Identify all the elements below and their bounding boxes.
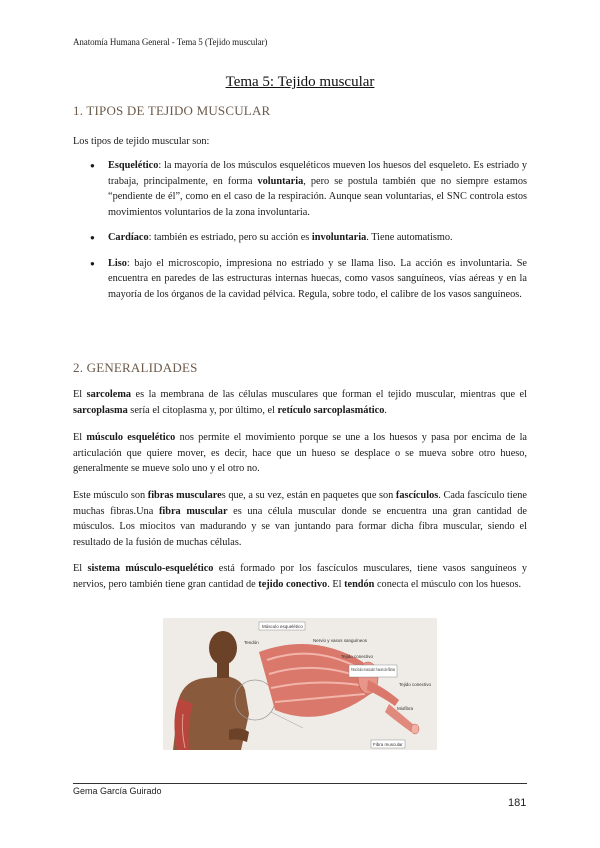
label-musculo: Músculo esquelético bbox=[262, 624, 303, 629]
section-heading-tipos: 1. TIPOS DE TEJIDO MUSCULAR bbox=[73, 103, 271, 118]
label-tejido1: Tejido conectivo bbox=[341, 654, 374, 659]
label-miofibra: Miofibra bbox=[397, 706, 414, 711]
muscle-illustration bbox=[163, 618, 437, 750]
footer-divider bbox=[73, 783, 527, 784]
label-tejido2: Tejido conectivo bbox=[399, 682, 432, 687]
section-heading-generalidades: 2. GENERALIDADES bbox=[73, 360, 198, 375]
muscle-bundle bbox=[259, 644, 419, 734]
label-nervio: Nervio y vasos sanguíneos bbox=[313, 638, 368, 643]
muscle-anatomy-figure bbox=[163, 618, 437, 750]
label-fasciculo: Fascículo muscular: haces de fibras bbox=[351, 667, 396, 672]
muscle-types-list bbox=[90, 158, 527, 312]
paragraph-fibras: Este músculo son fibras musculares que, a su vez, están en paquetes que son fascículos. Cada fascículo tiene muchas fibras.Una fibra muscular es una célula muscular donde se encuentra una gran cantidad de músculos. Los miocitos van madurando y se van juntando para formar dicha fibra muscular, siendo el resultado de la fusión de muchas células. bbox=[73, 490, 528, 548]
paragraph-sistema: El sistema músculo-esquelético está formado por los fascículos musculares, tiene vasos sanguíneos y nervios, pero también tiene gran cantidad de tejido conectivo. El tendón conecta el músculo con los huesos. bbox=[73, 563, 528, 590]
running-header: Anatomía Humana General - Tema 5 (Tejido muscular) bbox=[73, 37, 268, 47]
paragraph-sarcolema: El sarcolema es la membrana de las células musculares que forman el tejido muscular, mientras que el sarcoplasma sería el citoplasma y, por último, el retículo sarcoplasmático. bbox=[73, 389, 527, 416]
label-tendon: Tendón bbox=[244, 640, 259, 645]
list-item-cardiaco: ● Cardíaco: también es estriado, pero su acción es involuntaria. Tiene automatismo. bbox=[90, 230, 527, 246]
label-fibra: Fibra muscular bbox=[373, 742, 403, 747]
list-item-liso: ● Liso: bajo el microscopio, impresiona no estriado y se llama liso. La acción es involuntaria. Se encuentra en paredes de las estructuras internas huecas, como vasos sanguíneos, vías aéreas y en la mayoría de los órganos de la cavidad pélvica. Regula, sobre todo, el calibre de los vasos sanguíneos. bbox=[90, 256, 527, 303]
page-title: Tema 5: Tejido muscular bbox=[225, 74, 375, 90]
intro-paragraph: Los tipos de tejido muscular son: bbox=[73, 136, 210, 147]
list-item-esqueletico: ● Esquelético: la mayoría de los músculos esqueléticos mueven los huesos del esqueleto. Es estriado y trabaja, principalmente, en forma voluntaria, pero se postula también que no siempre estamos “pendiente de él”, como en el caso de la respiración. Aunque sean voluntarias, el SNC controla estos movimientos voluntarios de la zona involuntaria. bbox=[90, 158, 527, 220]
footer-author: Gema García Guirado bbox=[73, 786, 162, 796]
paragraph-musculo-esqueletico: El músculo esquelético nos permite el movimiento porque se une a los huesos y pasa por encima de la articulación que quiere mover, es decir, hace que un hueso se desplace o se mueva sobre otro hueso, generalmente se mueve solo uno y el otro no. bbox=[73, 432, 528, 474]
page-number: 181 bbox=[508, 797, 527, 809]
